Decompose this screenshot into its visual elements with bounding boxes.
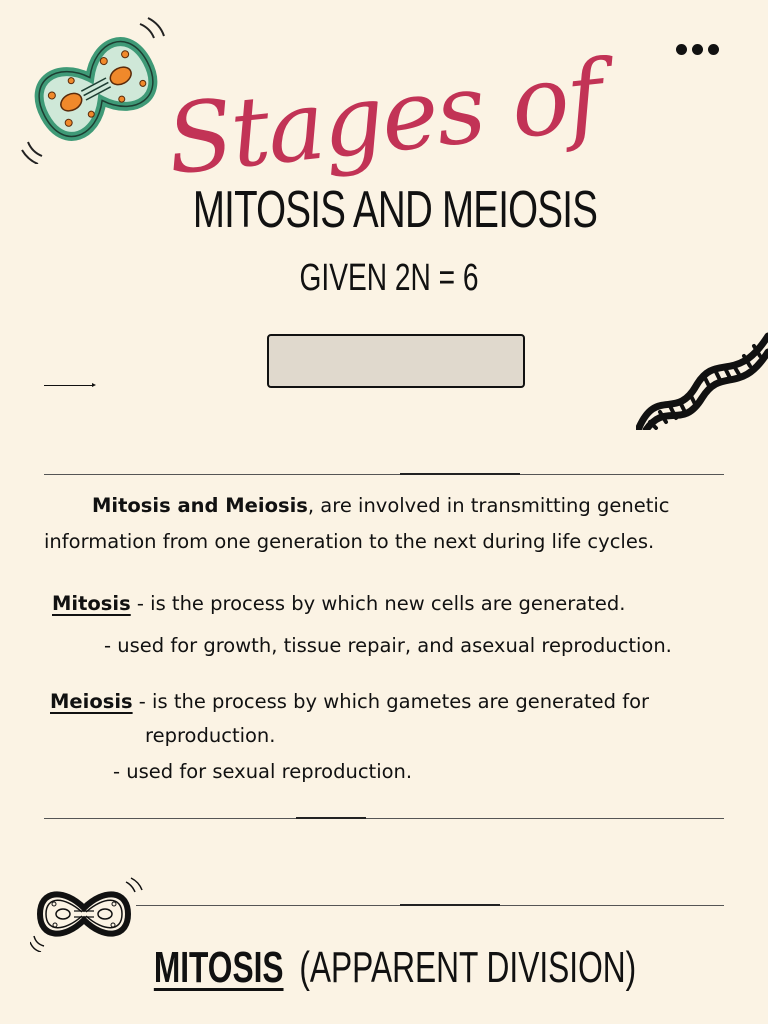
divider-accent	[400, 904, 500, 906]
meiosis-definition-text: - is the process by which gametes are generated for	[132, 690, 650, 713]
mitosis-definition	[52, 586, 625, 622]
mitosis-definition-text: - is the process by which new cells are generated.	[130, 592, 626, 615]
page-subtitle: GIVEN 2N = 6	[299, 257, 479, 299]
mitosis-term: Mitosis	[52, 592, 131, 615]
dna-helix-icon	[636, 326, 768, 430]
meiosis-term: Meiosis	[50, 690, 133, 713]
meiosis-definition	[50, 684, 649, 720]
divider-accent	[296, 817, 366, 819]
divider-middle	[44, 818, 724, 819]
section-subtitle: (APPARENT DIVISION)	[299, 943, 637, 992]
intro-rest: , are involved in transmitting genetic information from one generation to the next during life cycles.	[44, 494, 670, 553]
script-title: Stages of	[161, 39, 607, 197]
section-keyword: MITOSIS	[153, 943, 284, 992]
small-arrow-line	[44, 385, 94, 386]
intro-paragraph	[44, 488, 744, 560]
meiosis-definition-continued: reproduction.	[145, 724, 276, 747]
blank-label-box	[267, 334, 525, 388]
divider-top	[44, 474, 724, 475]
divider-accent	[400, 473, 520, 475]
section-heading-mitosis	[111, 940, 680, 996]
page-title: MITOSIS AND MEIOSIS	[192, 181, 598, 239]
mitosis-use: - used for growth, tissue repair, and asexual reproduction.	[104, 634, 672, 657]
meiosis-use: - used for sexual reproduction.	[113, 760, 413, 783]
intro-lead: Mitosis and Meiosis	[92, 494, 308, 517]
